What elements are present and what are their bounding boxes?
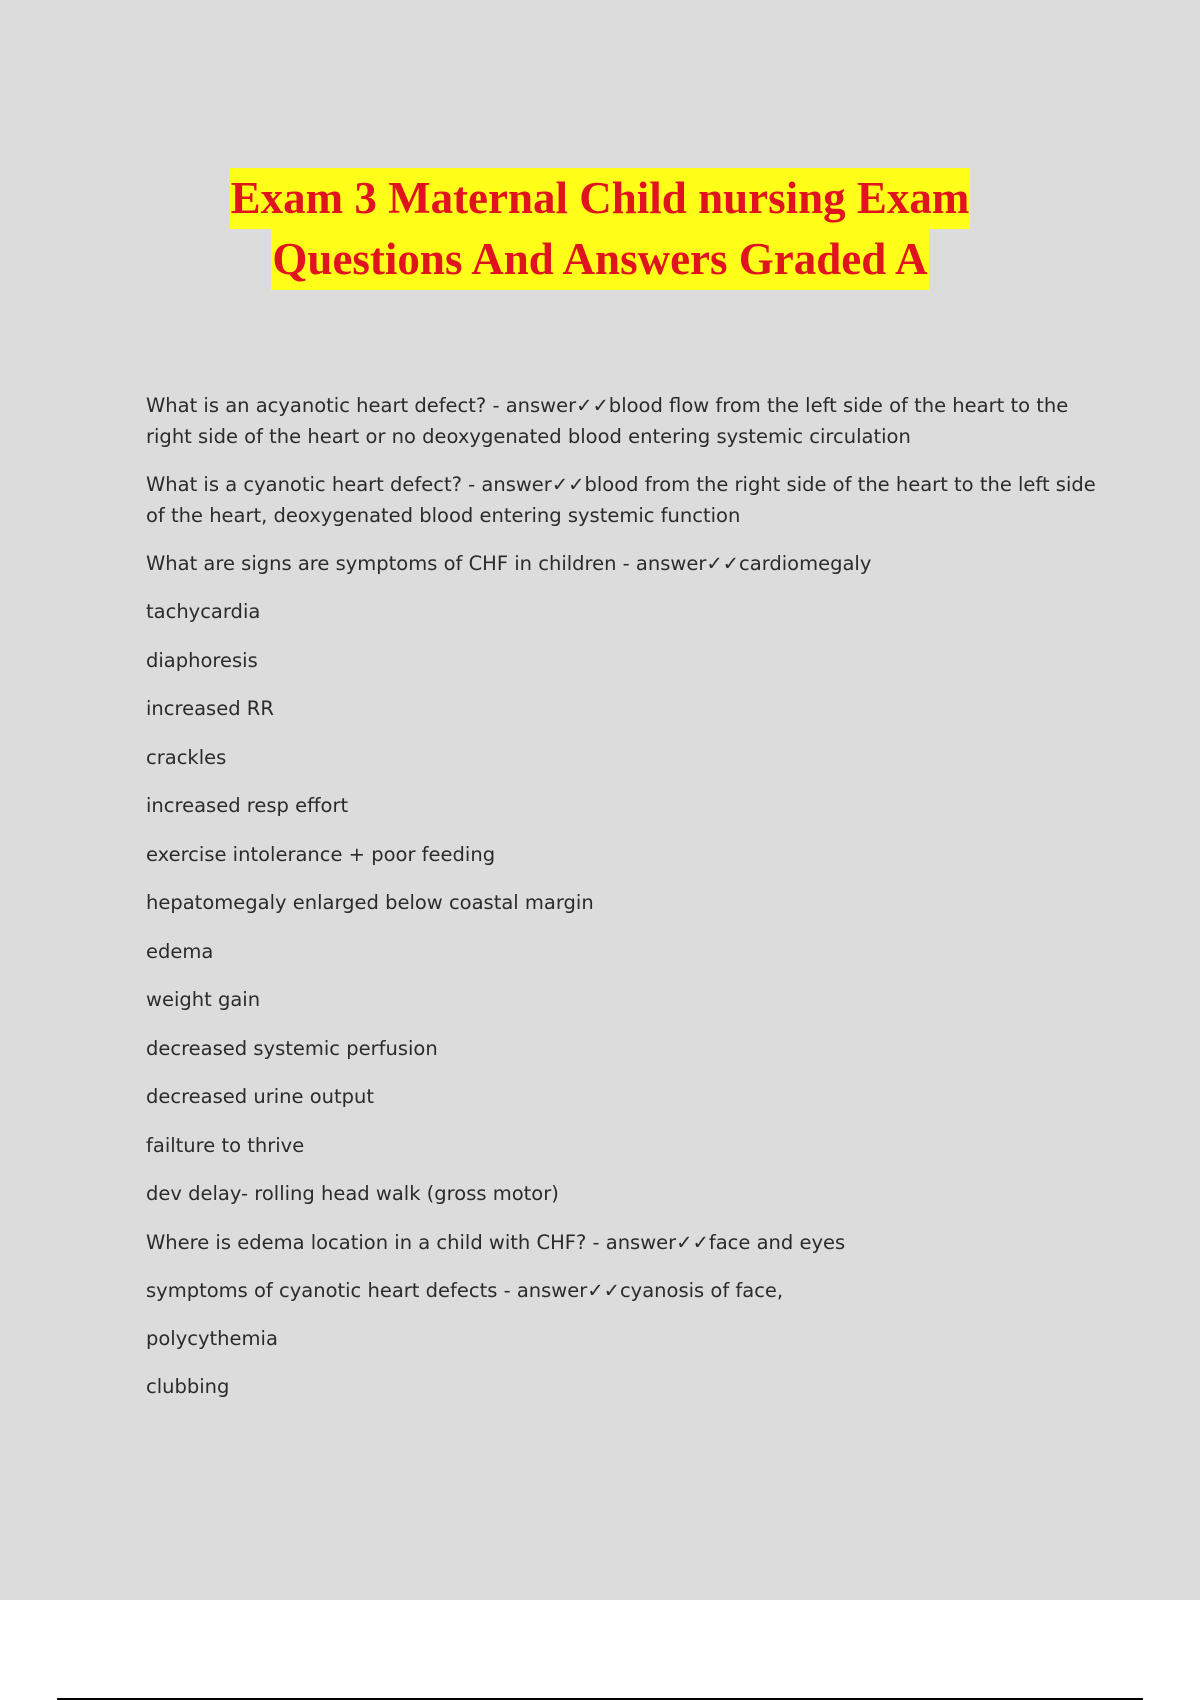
- list-item: failture to thrive: [146, 1133, 305, 1157]
- title-line-2: Questions And Answers Graded A: [271, 229, 928, 290]
- list-item: polycythemia: [146, 1326, 278, 1350]
- list-item: diaphoresis: [146, 648, 258, 672]
- paragraph-acyanotic-defect: What is an acyanotic heart defect? - answer✓✓blood flow from the left side of the heart to the right side of the heart or no deoxygenated blood entering systemic circulation: [146, 394, 1069, 448]
- document-body: [146, 390, 1096, 1420]
- title-line-1: Exam 3 Maternal Child nursing Exam: [230, 168, 971, 229]
- list-item: tachycardia: [146, 600, 261, 623]
- paragraph-cyanotic-symptoms: symptoms of cyanotic heart defects - answer✓✓cyanosis of face,: [146, 1278, 784, 1302]
- paragraph-cyanotic-defect: What is a cyanotic heart defect? - answer✓✓blood from the right side of the heart to the left side of the heart, deoxygenated blood entering systemic function: [146, 473, 1096, 527]
- list-item: edema: [146, 939, 214, 963]
- list-item: decreased systemic perfusion: [146, 1036, 438, 1060]
- paragraph-chf-symptoms: What are signs are symptoms of CHF in children - answer✓✓cardiomegaly: [146, 552, 872, 575]
- list-item: clubbing: [146, 1375, 230, 1398]
- list-item: decreased urine output: [146, 1085, 375, 1108]
- list-item: increased RR: [146, 697, 274, 720]
- document-title: [0, 168, 1200, 290]
- list-item: exercise intolerance + poor feeding: [146, 842, 496, 866]
- list-item: hepatomegaly enlarged below coastal margin: [146, 891, 594, 914]
- list-item: weight gain: [146, 988, 261, 1011]
- paragraph-edema-location: Where is edema location in a child with CHF? - answer✓✓face and eyes: [146, 1230, 846, 1254]
- list-item: crackles: [146, 745, 227, 769]
- list-item: dev delay- rolling head walk (gross motor): [146, 1182, 559, 1205]
- list-item: increased resp effort: [146, 794, 349, 817]
